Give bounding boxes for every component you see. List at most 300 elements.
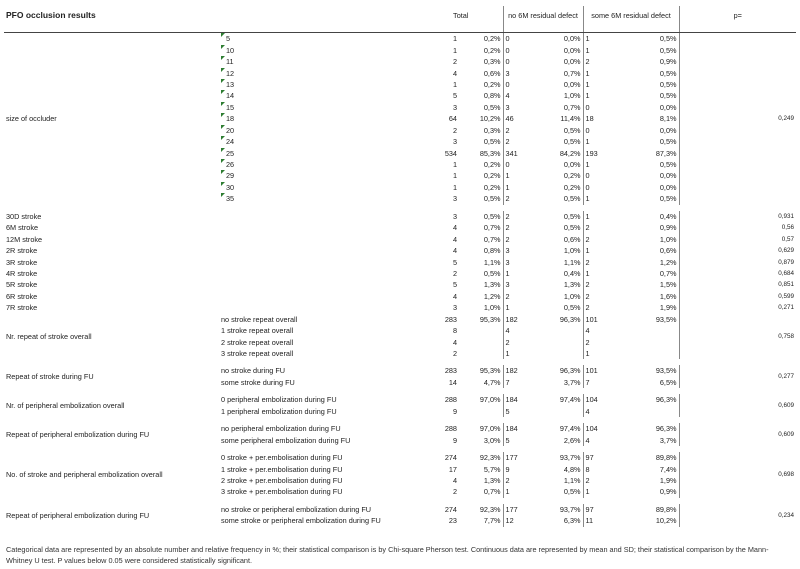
total-percent <box>459 348 503 359</box>
occluder-size-value: 35 <box>226 194 235 204</box>
no-defect-percent: 3,7% <box>563 377 581 387</box>
some-defect-count: 0 <box>583 182 623 193</box>
total-percent: 0,2% <box>483 160 501 170</box>
some-defect-count: 1 <box>583 159 623 170</box>
no-defect-count: 3 <box>503 279 528 290</box>
row-sublabel: 3 stroke repeat overall <box>221 349 294 359</box>
group-label: Repeat of stroke during FU <box>6 372 94 382</box>
p-value: 0,684 <box>679 268 796 279</box>
some-defect-count: 0 <box>583 170 623 181</box>
some-defect-percent: 1,6% <box>659 291 677 301</box>
row-label: 7R stroke <box>6 303 38 313</box>
occluder-size-value: 11 <box>226 57 234 67</box>
cell-marker-icon <box>221 79 225 83</box>
row-sublabel <box>219 291 419 302</box>
total-count: 4 <box>452 337 457 347</box>
total-percent: 0,2% <box>483 171 501 181</box>
row-sublabel: 0 peripheral embolization during FU <box>221 395 337 405</box>
total-count: 23 <box>448 516 457 526</box>
total-count: 3 <box>452 211 457 221</box>
no-defect-count: 1 <box>503 170 528 181</box>
some-defect-count: 2 <box>583 222 623 233</box>
no-defect-count: 177 <box>503 452 528 463</box>
header-row <box>4 6 796 33</box>
total-percent: 0,7% <box>483 223 501 233</box>
occluder-size-value: 26 <box>226 160 235 170</box>
total-count: 2 <box>452 268 457 278</box>
no-defect-count: 0 <box>503 44 528 55</box>
p-value: 0,56 <box>679 222 796 233</box>
some-defect-percent <box>623 348 679 359</box>
no-defect-percent <box>528 325 583 336</box>
no-defect-count: 3 <box>503 245 528 256</box>
some-defect-percent: 1,2% <box>659 257 677 267</box>
total-percent: 0,3% <box>483 57 501 67</box>
cell-marker-icon <box>221 45 225 49</box>
some-defect-percent: 0,0% <box>659 102 677 112</box>
row-label: 5R stroke <box>6 280 38 290</box>
row-sublabel: 2 stroke repeat overall <box>221 337 294 347</box>
total-percent: 0,5% <box>483 211 501 221</box>
total-percent: 0,5% <box>483 194 501 204</box>
no-defect-percent: 1,0% <box>563 246 581 256</box>
total-percent: 1,3% <box>483 280 501 290</box>
no-defect-count: 3 <box>503 67 528 78</box>
row-sublabel: no stroke or peripheral embolization during FU <box>221 504 372 514</box>
occluder-size <box>219 56 419 67</box>
some-defect-percent: 0,9% <box>659 57 677 67</box>
total-count: 283 <box>444 366 457 376</box>
total-percent: 1,0% <box>483 303 501 313</box>
some-defect-percent: 3,7% <box>659 435 677 445</box>
no-defect-count: 0 <box>503 79 528 90</box>
table-row <box>4 256 796 267</box>
table-row <box>4 504 796 515</box>
some-defect-count: 1 <box>583 136 623 147</box>
total-count: 1 <box>452 160 457 170</box>
row-sublabel: 3 stroke + per.embolisation during FU <box>221 487 343 497</box>
occluder-size <box>219 182 419 193</box>
cell-marker-icon <box>221 182 225 186</box>
occluder-size-value: 10 <box>226 45 235 55</box>
total-count: 3 <box>452 303 457 313</box>
no-defect-count: 5 <box>503 406 528 417</box>
p-value: 0,609 <box>679 423 796 446</box>
row-sublabel: no stroke repeat overall <box>221 314 298 324</box>
total-count: 17 <box>448 464 457 474</box>
some-defect-percent <box>623 336 679 347</box>
no-defect-percent: 0,0% <box>563 79 581 89</box>
cell-marker-icon <box>221 113 225 117</box>
header-no-6m-residual-defect: no 6M residual defect <box>503 6 583 33</box>
some-defect-percent: 0,0% <box>659 171 677 181</box>
cell-marker-icon <box>221 56 225 60</box>
some-defect-count: 104 <box>583 423 623 434</box>
total-count: 534 <box>444 148 457 158</box>
total-percent: 0,3% <box>483 125 501 135</box>
cell-marker-icon <box>221 170 225 174</box>
no-defect-count: 177 <box>503 504 528 515</box>
total-percent: 0,7% <box>483 234 501 244</box>
no-defect-percent <box>528 406 583 417</box>
no-defect-count: 2 <box>503 291 528 302</box>
no-defect-count: 12 <box>503 515 528 526</box>
total-count: 3 <box>452 102 457 112</box>
some-defect-percent: 0,9% <box>659 223 677 233</box>
some-defect-percent: 96,3% <box>655 395 677 405</box>
row-label: 6R stroke <box>6 291 38 301</box>
total-count: 5 <box>452 280 457 290</box>
occluder-size-value: 14 <box>226 91 235 101</box>
some-defect-percent: 0,4% <box>659 211 677 221</box>
row-sublabel <box>219 211 419 222</box>
some-defect-count: 1 <box>583 348 623 359</box>
some-defect-count: 2 <box>583 302 623 313</box>
total-count: 1 <box>452 34 457 44</box>
occluder-size-value: 30 <box>226 182 235 192</box>
no-defect-count: 1 <box>503 182 528 193</box>
cell-marker-icon <box>221 159 225 163</box>
some-defect-percent: 0,5% <box>659 79 677 89</box>
no-defect-percent: 2,6% <box>563 435 581 445</box>
occluder-size-value: 20 <box>226 125 235 135</box>
no-defect-count: 2 <box>503 233 528 244</box>
total-percent: 0,7% <box>483 487 501 497</box>
table-row <box>4 314 796 325</box>
no-defect-percent: 0,6% <box>563 234 581 244</box>
table-row <box>4 222 796 233</box>
total-percent <box>459 336 503 347</box>
no-defect-percent: 0,5% <box>563 125 581 135</box>
total-count: 4 <box>452 68 457 78</box>
no-defect-count: 184 <box>503 423 528 434</box>
p-value: 0,277 <box>679 365 796 388</box>
no-defect-percent: 0,0% <box>563 160 581 170</box>
some-defect-percent: 87,3% <box>655 148 677 158</box>
some-defect-percent: 0,9% <box>659 487 677 497</box>
occluder-size-value: 5 <box>226 34 231 44</box>
some-defect-count: 97 <box>583 504 623 515</box>
header-total: Total <box>419 6 503 33</box>
some-defect-count: 97 <box>583 452 623 463</box>
total-percent: 1,2% <box>483 291 501 301</box>
some-defect-count: 4 <box>583 434 623 445</box>
occluder-size-value: 18 <box>226 114 235 124</box>
some-defect-percent: 0,0% <box>659 125 677 135</box>
some-defect-count: 2 <box>583 256 623 267</box>
total-percent: 0,5% <box>483 102 501 112</box>
occluder-size <box>219 159 419 170</box>
no-defect-percent <box>528 348 583 359</box>
p-value: 0,758 <box>679 314 796 360</box>
row-sublabel: some stroke or peripheral embolization during FU <box>221 516 381 526</box>
total-count: 14 <box>448 377 457 387</box>
some-defect-count: 0 <box>583 102 623 113</box>
no-defect-count: 341 <box>503 147 528 158</box>
some-defect-percent: 1,0% <box>659 234 677 244</box>
row-sublabel: some stroke during FU <box>221 377 295 387</box>
total-percent: 3,0% <box>483 435 501 445</box>
some-defect-count: 2 <box>583 56 623 67</box>
p-value: 0,57 <box>679 233 796 244</box>
some-defect-percent: 0,5% <box>659 160 677 170</box>
some-defect-count: 1 <box>583 33 623 45</box>
no-defect-percent: 93,7% <box>559 453 581 463</box>
no-defect-count: 1 <box>503 302 528 313</box>
cell-marker-icon <box>221 102 225 106</box>
group-label: Repeat of peripheral embolization during FU <box>6 510 150 520</box>
total-count: 274 <box>444 453 457 463</box>
row-label: 3R stroke <box>6 257 38 267</box>
some-defect-count: 2 <box>583 336 623 347</box>
no-defect-percent <box>528 336 583 347</box>
row-sublabel: 1 peripheral embolization during FU <box>221 406 337 416</box>
total-percent: 0,8% <box>483 91 501 101</box>
no-defect-percent: 97,4% <box>559 424 581 434</box>
some-defect-count: 1 <box>583 486 623 497</box>
no-defect-count: 2 <box>503 336 528 347</box>
total-percent: 0,2% <box>483 34 501 44</box>
some-defect-percent: 0,5% <box>659 34 677 44</box>
total-count: 288 <box>444 424 457 434</box>
cell-marker-icon <box>221 193 225 197</box>
some-defect-count: 1 <box>583 90 623 101</box>
row-sublabel: 1 stroke repeat overall <box>221 326 294 336</box>
no-defect-percent: 1,1% <box>563 475 581 485</box>
no-defect-count: 3 <box>503 102 528 113</box>
occluder-size <box>219 90 419 101</box>
table-title: PFO occlusion results <box>4 6 419 33</box>
some-defect-count: 1 <box>583 67 623 78</box>
header-p-value: p= <box>679 6 796 33</box>
total-count: 1 <box>452 45 457 55</box>
total-percent: 92,3% <box>479 453 501 463</box>
row-sublabel <box>219 302 419 313</box>
some-defect-count: 2 <box>583 279 623 290</box>
no-defect-count: 4 <box>503 325 528 336</box>
no-defect-percent: 0,5% <box>563 211 581 221</box>
occluder-size <box>219 170 419 181</box>
no-defect-percent: 0,7% <box>563 102 581 112</box>
table-row <box>4 291 796 302</box>
p-value: 0,234 <box>679 504 796 527</box>
some-defect-count: 1 <box>583 245 623 256</box>
no-defect-count: 3 <box>503 256 528 267</box>
p-value: 0,698 <box>679 452 796 498</box>
some-defect-count: 101 <box>583 365 623 376</box>
some-defect-count: 101 <box>583 314 623 325</box>
some-defect-percent: 89,8% <box>655 504 677 514</box>
no-defect-count: 182 <box>503 365 528 376</box>
total-percent <box>459 406 503 417</box>
no-defect-count: 46 <box>503 113 528 124</box>
total-count: 274 <box>444 504 457 514</box>
no-defect-percent: 4,8% <box>563 464 581 474</box>
no-defect-percent: 0,5% <box>563 223 581 233</box>
row-sublabel <box>219 268 419 279</box>
row-sublabel: 2 stroke + per.embolisation during FU <box>221 475 343 485</box>
total-percent: 1,1% <box>483 257 501 267</box>
no-defect-percent: 0,5% <box>563 137 581 147</box>
total-count: 2 <box>452 487 457 497</box>
no-defect-count: 0 <box>503 33 528 45</box>
cell-marker-icon <box>221 148 225 152</box>
no-defect-percent: 0,7% <box>563 68 581 78</box>
total-percent: 1,3% <box>483 475 501 485</box>
some-defect-count: 1 <box>583 193 623 204</box>
total-count: 9 <box>452 406 457 416</box>
occluder-size <box>219 79 419 90</box>
table-row <box>4 423 796 434</box>
some-defect-percent <box>623 325 679 336</box>
row-sublabel: no stroke during FU <box>221 366 286 376</box>
table-row <box>4 233 796 244</box>
no-defect-percent: 0,0% <box>563 45 581 55</box>
occluder-size-value: 15 <box>226 102 235 112</box>
no-defect-count: 1 <box>503 486 528 497</box>
no-defect-percent: 0,0% <box>563 34 581 44</box>
row-label: 30D stroke <box>6 211 42 221</box>
some-defect-count: 8 <box>583 463 623 474</box>
total-count: 1 <box>452 171 457 181</box>
total-percent: 95,3% <box>479 314 501 324</box>
no-defect-percent: 96,3% <box>559 314 581 324</box>
occluder-size-value: 12 <box>226 68 235 78</box>
row-sublabel <box>219 233 419 244</box>
row-sublabel: 0 stroke + per.embolisation during FU <box>221 453 343 463</box>
total-percent: 0,2% <box>483 182 501 192</box>
no-defect-count: 184 <box>503 394 528 405</box>
total-count: 288 <box>444 395 457 405</box>
total-count: 9 <box>452 435 457 445</box>
occluder-size <box>219 113 419 124</box>
total-percent: 0,2% <box>483 45 501 55</box>
table-row <box>4 33 796 45</box>
total-count: 1 <box>452 182 457 192</box>
some-defect-count: 1 <box>583 44 623 55</box>
total-percent: 85,3% <box>479 148 501 158</box>
some-defect-count: 1 <box>583 79 623 90</box>
some-defect-count: 18 <box>583 113 623 124</box>
no-defect-percent: 97,4% <box>559 395 581 405</box>
table-row <box>4 302 796 313</box>
row-sublabel <box>219 245 419 256</box>
some-defect-percent: 10,2% <box>655 516 677 526</box>
cell-marker-icon <box>221 125 225 129</box>
total-count: 4 <box>452 291 457 301</box>
no-defect-percent: 1,0% <box>563 291 581 301</box>
some-defect-count: 7 <box>583 377 623 388</box>
footnote: Categorical data are represented by an absolute number and relative frequency in %; their statistical comparison is by Chi-square Pherson test. Continuous data are represented by mean and SD; their statistical comparison by the Mann-Whitney U test. P values below 0.05 were considered statistically significant. <box>6 545 769 565</box>
no-defect-count: 2 <box>503 211 528 222</box>
no-defect-percent: 0,5% <box>563 303 581 313</box>
no-defect-count: 2 <box>503 125 528 136</box>
p-value: 0,249 <box>679 33 796 205</box>
some-defect-count: 2 <box>583 291 623 302</box>
row-sublabel <box>219 222 419 233</box>
some-defect-percent: 7,4% <box>659 464 677 474</box>
p-value: 0,609 <box>679 394 796 417</box>
no-defect-count: 2 <box>503 136 528 147</box>
some-defect-percent: 0,5% <box>659 194 677 204</box>
total-percent: 95,3% <box>479 366 501 376</box>
cell-marker-icon <box>221 136 225 140</box>
no-defect-count: 2 <box>503 193 528 204</box>
total-count: 3 <box>452 194 457 204</box>
total-count: 5 <box>452 257 457 267</box>
no-defect-percent: 0,5% <box>563 194 581 204</box>
some-defect-percent: 0,7% <box>659 268 677 278</box>
total-percent: 92,3% <box>479 504 501 514</box>
total-percent: 4,7% <box>483 377 501 387</box>
p-value: 0,931 <box>679 211 796 222</box>
group-label: Nr. repeat of stroke overall <box>6 331 92 341</box>
total-count: 4 <box>452 234 457 244</box>
some-defect-percent: 93,5% <box>655 314 677 324</box>
no-defect-percent: 0,5% <box>563 487 581 497</box>
occluder-size <box>219 147 419 158</box>
no-defect-percent: 0,4% <box>563 268 581 278</box>
some-defect-percent: 1,9% <box>659 303 677 313</box>
p-value: 0,629 <box>679 245 796 256</box>
occluder-size <box>219 33 419 45</box>
some-defect-count: 0 <box>583 125 623 136</box>
occluder-size <box>219 136 419 147</box>
row-sublabel: some peripheral embolization during FU <box>221 435 351 445</box>
table-row <box>4 211 796 222</box>
no-defect-percent: 0,0% <box>563 57 581 67</box>
total-count: 5 <box>452 91 457 101</box>
total-percent: 97,0% <box>479 424 501 434</box>
p-value: 0,599 <box>679 291 796 302</box>
row-sublabel: 1 stroke + per.embolisation during FU <box>221 464 343 474</box>
some-defect-percent: 0,0% <box>659 182 677 192</box>
total-count: 283 <box>444 314 457 324</box>
no-defect-count: 2 <box>503 475 528 486</box>
row-sublabel <box>219 256 419 267</box>
total-percent: 0,8% <box>483 246 501 256</box>
some-defect-percent <box>623 406 679 417</box>
some-defect-count: 104 <box>583 394 623 405</box>
no-defect-count: 2 <box>503 222 528 233</box>
total-count: 2 <box>452 125 457 135</box>
table-row <box>4 365 796 376</box>
total-count: 2 <box>452 349 457 359</box>
some-defect-percent: 0,5% <box>659 68 677 78</box>
group-label: Nr. of peripheral embolization overall <box>6 401 125 411</box>
row-sublabel: no peripheral embolization during FU <box>221 424 341 434</box>
occluder-size-value: 29 <box>226 171 235 181</box>
table-row <box>4 245 796 256</box>
some-defect-count: 2 <box>583 233 623 244</box>
no-defect-count: 4 <box>503 90 528 101</box>
cell-marker-icon <box>221 33 225 37</box>
total-count: 4 <box>452 475 457 485</box>
some-defect-count: 1 <box>583 268 623 279</box>
total-count: 8 <box>452 326 457 336</box>
no-defect-count: 1 <box>503 348 528 359</box>
table-row <box>4 452 796 463</box>
results-table <box>4 6 796 527</box>
no-defect-percent: 1,1% <box>563 257 581 267</box>
row-sublabel <box>219 279 419 290</box>
total-count: 64 <box>448 114 457 124</box>
occluder-size <box>219 102 419 113</box>
cell-marker-icon <box>221 68 225 72</box>
table-row <box>4 279 796 290</box>
some-defect-count: 4 <box>583 406 623 417</box>
no-defect-percent: 11,4% <box>560 114 581 124</box>
